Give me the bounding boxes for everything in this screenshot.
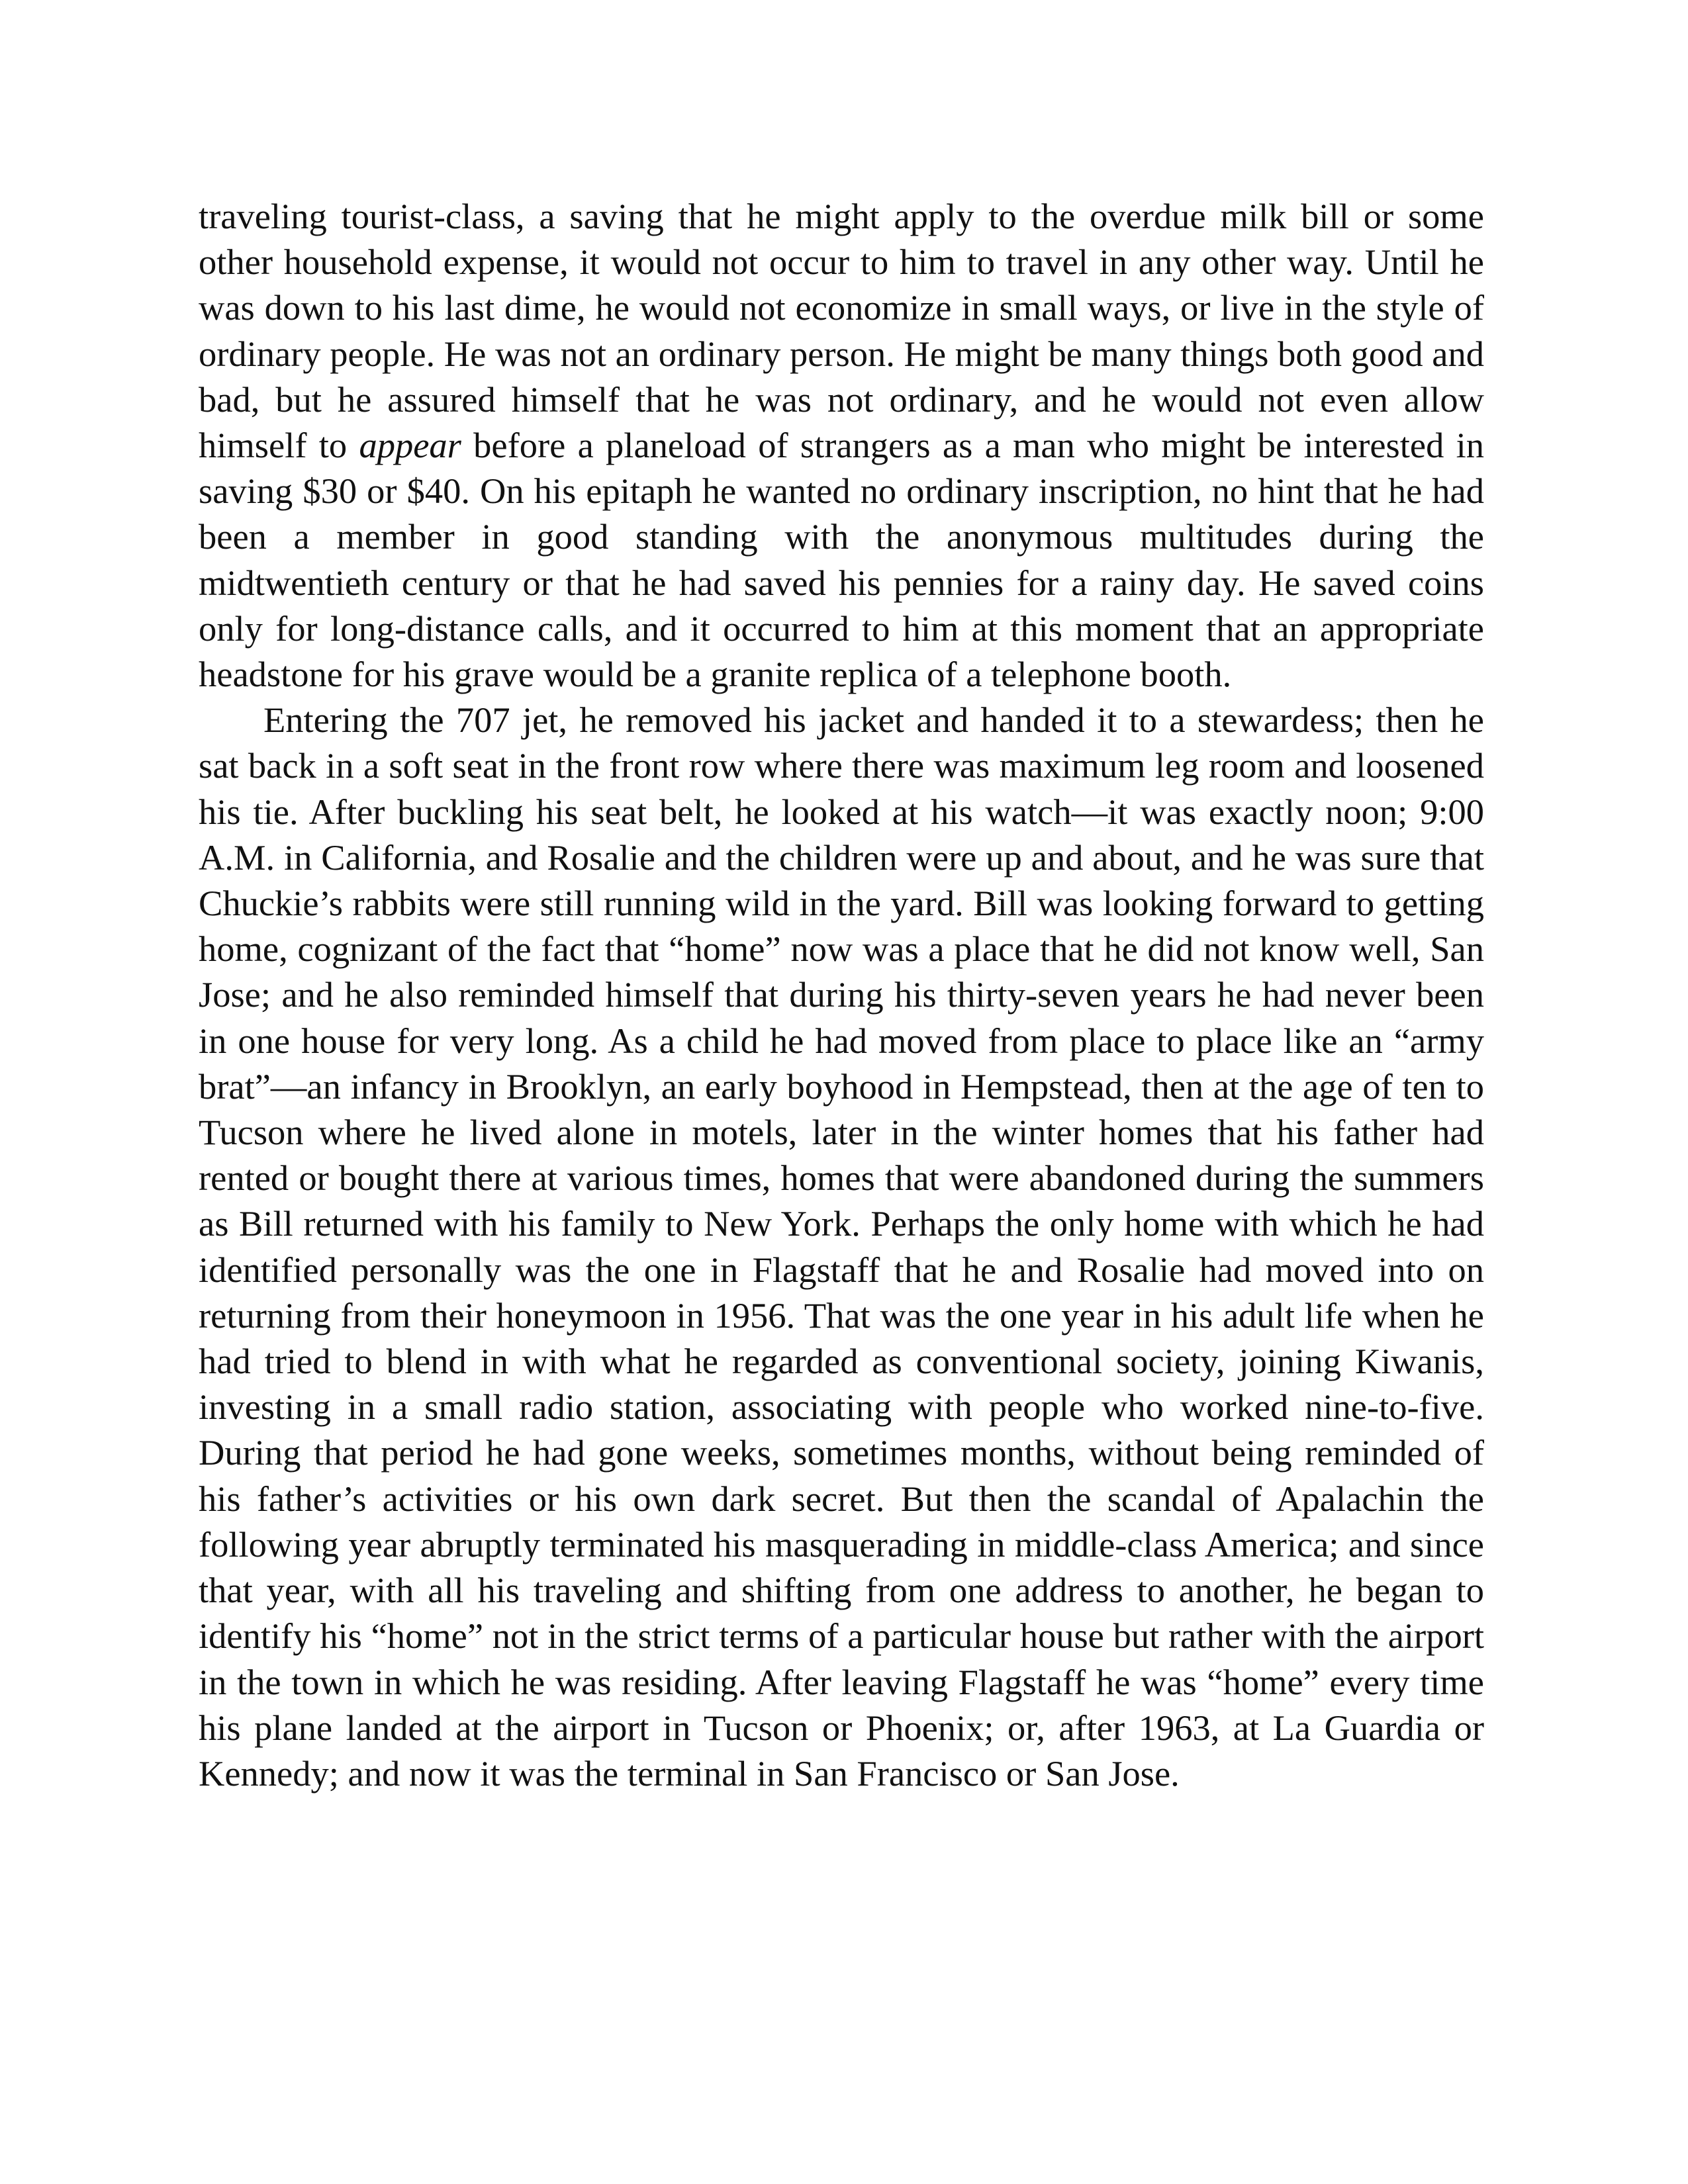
paragraph-1-text-start: traveling tourist-class, a saving that he might apply to the overdue milk bill or some other household expense, it would not occur to him to travel in any other way. Until he was down to his last dime, he would not economize in small ways, or live in the style of ordinary people. He was not an ordinary person. He might be many things both good and bad, but he assured himself that he was not ordinary, and he would not even allow himself to (199, 196, 1484, 466)
paragraph-1-text-end: before a planeload of strangers as a man who might be interested in saving $30 or $40. On his epitaph he wanted no ordinary inscription, no hint that he had been a member in good standing with the anonymous multitudes during the midtwentieth century or that he had saved his pennies for a rainy day. He saved coins only for long-distance calls, and it occurred to him at this moment that an appropriate headstone for his grave would be a granite replica of a telephone booth. (199, 425, 1484, 695)
paragraph-2: Entering the 707 jet, he removed his jacket and handed it to a stewardess; then he sat back in a soft seat in the front row where there was maximum leg room and loosened his tie. After buckling his seat belt, he looked at his watch—it was exactly noon; 9:00 A.M. in California, and Rosalie and the children were up and about, and he was sure that Chuckie’s rabbits were still running wild in the yard. Bill was looking forward to getting home, cognizant of the fact that “home” now was a place that he did not know well, San Jose; and he also reminded himself that during his thirty-seven years he had never been in one house for very long. As a child he had moved from place to place like an “army brat”—an infancy in Brooklyn, an early boyhood in Hempstead, then at the age of ten to Tucson where he lived alone in motels, later in the winter homes that his father had rented or bought there at various times, homes that were abandoned during the summers as Bill returned with his family to New York. Perhaps the only home with which he had identified personally was the one in Flagstaff that he and Rosalie had moved into on returning from their honeymoon in 1956. That was the one year in his adult life when he had tried to blend in with what he regarded as conventional society, joining Kiwanis, investing in a small radio station, associating with people who worked nine-to-five. During that period he had gone weeks, sometimes months, without being reminded of his father’s activities or his own dark secret. But then the scandal of Apalachin the following year abruptly terminated his masquerading in middle-class America; and since that year, with all his traveling and shifting from one address to another, he began to identify his “home” not in the strict terms of a particular house but rather with the airport in the town in which he was residing. After leaving Flagstaff he was “home” every time his plane landed at the airport in Tucson or Phoenix; or, after 1963, at La Guardia or Kennedy; and now it was the terminal in San Francisco or San Jose. (199, 700, 1484, 1794)
paragraph-1-italic-word: appear (359, 425, 461, 466)
document-page (199, 193, 1484, 1796)
paragraph-1 (199, 193, 1484, 697)
